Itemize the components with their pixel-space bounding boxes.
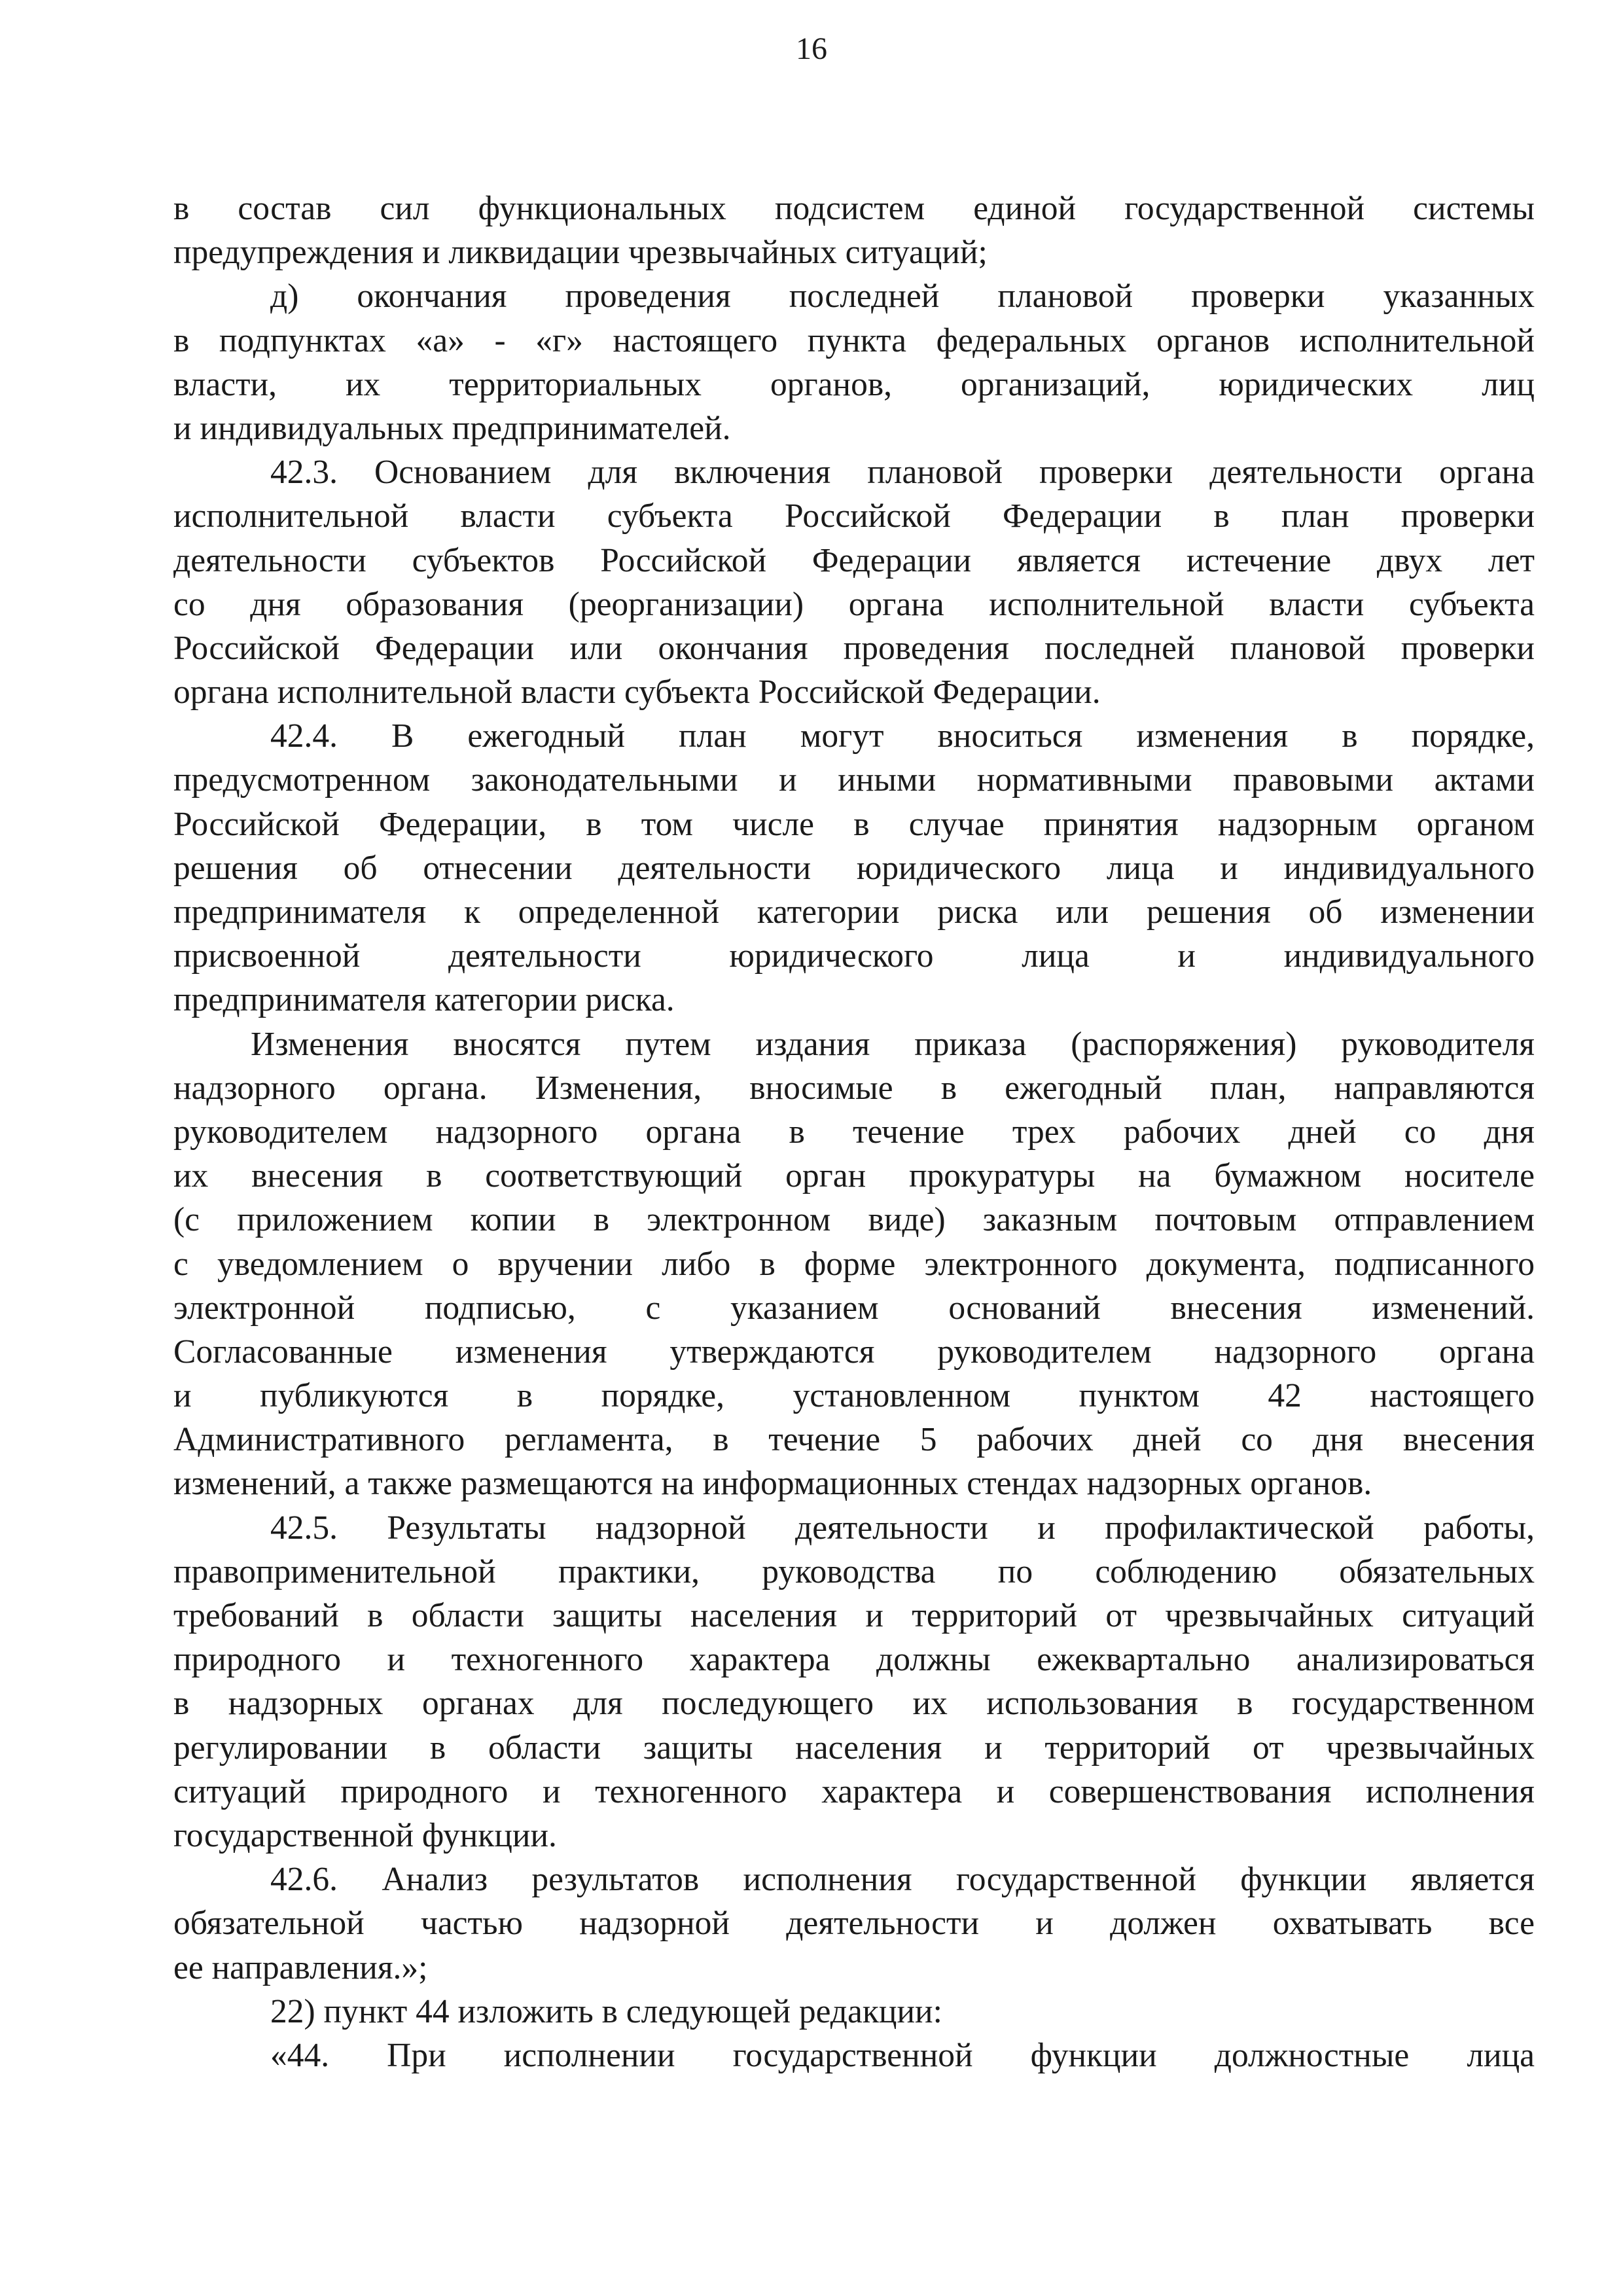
text-line: исполнительной власти субъекта Российской Федерации в план проверки	[173, 497, 1535, 535]
paragraph-item-44	[173, 2034, 1535, 2077]
paragraph-item-22	[173, 1990, 1535, 2034]
text-line: присвоенной деятельности юридического лица и индивидуального	[173, 937, 1535, 975]
text-line: регулировании в области защиты населения и территорий от чрезвычайных	[173, 1729, 1535, 1767]
text-line: с уведомлением о вручении либо в форме электронного документа, подписанного	[173, 1245, 1535, 1283]
paragraph-42-6	[173, 1857, 1535, 1990]
text-line: (с приложением копии в электронном виде) заказным почтовым отправлением	[173, 1201, 1535, 1239]
text-line: требований в области защиты населения и территорий от чрезвычайных ситуаций	[173, 1597, 1535, 1634]
paragraph-42-5	[173, 1506, 1535, 1858]
text-line: Изменения вносятся путем издания приказа (распоряжения) руководителя	[251, 1025, 1535, 1063]
text-line: Административного регламента, в течение 5 рабочих дней со дня внесения	[173, 1421, 1535, 1459]
text-line: и индивидуальных предпринимателей.	[173, 409, 731, 447]
text-line: и публикуются в порядке, установленном пунктом 42 настоящего	[173, 1377, 1535, 1415]
paragraph-changes	[173, 1022, 1535, 1506]
paragraph-42-3	[173, 450, 1535, 714]
text-line: государственной функции.	[173, 1816, 557, 1854]
text-line: изменений, а также размещаются на информационных стендах надзорных органов.	[173, 1465, 1372, 1503]
paragraph-subitem-d	[173, 274, 1535, 450]
text-line: власти, их территориальных органов, организаций, юридических лиц	[173, 365, 1535, 403]
text-line: Российской Федерации, в том числе в случае принятия надзорным органом	[173, 805, 1535, 843]
text-line: электронной подписью, с указанием оснований внесения изменений.	[173, 1289, 1535, 1327]
text-line: д) окончания проведения последней плановой проверки указанных	[270, 278, 1535, 315]
document-body	[173, 187, 1535, 2077]
text-line: 42.5. Результаты надзорной деятельности и профилактической работы,	[270, 1509, 1535, 1547]
text-line: в подпунктах «а» - «г» настоящего пункта федеральных органов исполнительной	[173, 321, 1535, 359]
text-line: деятельности субъектов Российской Федерации является истечение двух лет	[173, 541, 1535, 579]
text-line: Согласованные изменения утверждаются руководителем надзорного органа	[173, 1333, 1535, 1371]
text-line: 22) пункт 44 изложить в следующей редакции:	[270, 1992, 942, 2030]
text-line: Российской Федерации или окончания проведения последней плановой проверки	[173, 629, 1535, 667]
text-line: решения об отнесении деятельности юридического лица и индивидуального	[173, 849, 1535, 887]
text-line: руководителем надзорного органа в течение трех рабочих дней со дня	[173, 1113, 1535, 1151]
text-line: предпринимателя к определенной категории риска или решения об изменении	[173, 893, 1535, 931]
text-line: предупреждения и ликвидации чрезвычайных ситуаций;	[173, 234, 988, 272]
text-line: 42.3. Основанием для включения плановой проверки деятельности органа	[270, 454, 1535, 492]
text-line: их внесения в соответствующий орган прокуратуры на бумажном носителе	[173, 1157, 1535, 1195]
text-line: предпринимателя категории риска.	[173, 981, 675, 1019]
text-line: в состав сил функциональных подсистем единой государственной системы	[173, 190, 1535, 227]
text-line: надзорного органа. Изменения, вносимые в ежегодный план, направляются	[173, 1069, 1535, 1107]
text-line: 42.4. В ежегодный план могут вноситься изменения в порядке,	[270, 717, 1535, 755]
text-line: правоприменительной практики, руководства по соблюдению обязательных	[173, 1552, 1535, 1590]
paragraph-continuation	[173, 187, 1535, 274]
text-line: органа исполнительной власти субъекта Российской Федерации.	[173, 673, 1101, 711]
text-line: 42.6. Анализ результатов исполнения государственной функции является	[270, 1861, 1535, 1899]
text-line: в надзорных органах для последующего их использования в государственном	[173, 1685, 1535, 1723]
page-number: 16	[796, 31, 827, 66]
text-line: обязательной частью надзорной деятельности и должен охватывать все	[173, 1905, 1535, 1943]
text-line: природного и техногенного характера должны ежеквартально анализироваться	[173, 1641, 1535, 1679]
paragraph-42-4	[173, 714, 1535, 1022]
text-line: со дня образования (реорганизации) органа исполнительной власти субъекта	[173, 585, 1535, 623]
text-line: «44. При исполнении государственной функции должностные лица	[270, 2036, 1535, 2074]
text-line: предусмотренном законодательными и иными нормативными правовыми актами	[173, 761, 1535, 799]
text-line: ситуаций природного и техногенного характера и совершенствования исполнения	[173, 1772, 1535, 1810]
text-line: ее направления.»;	[173, 1948, 428, 1986]
